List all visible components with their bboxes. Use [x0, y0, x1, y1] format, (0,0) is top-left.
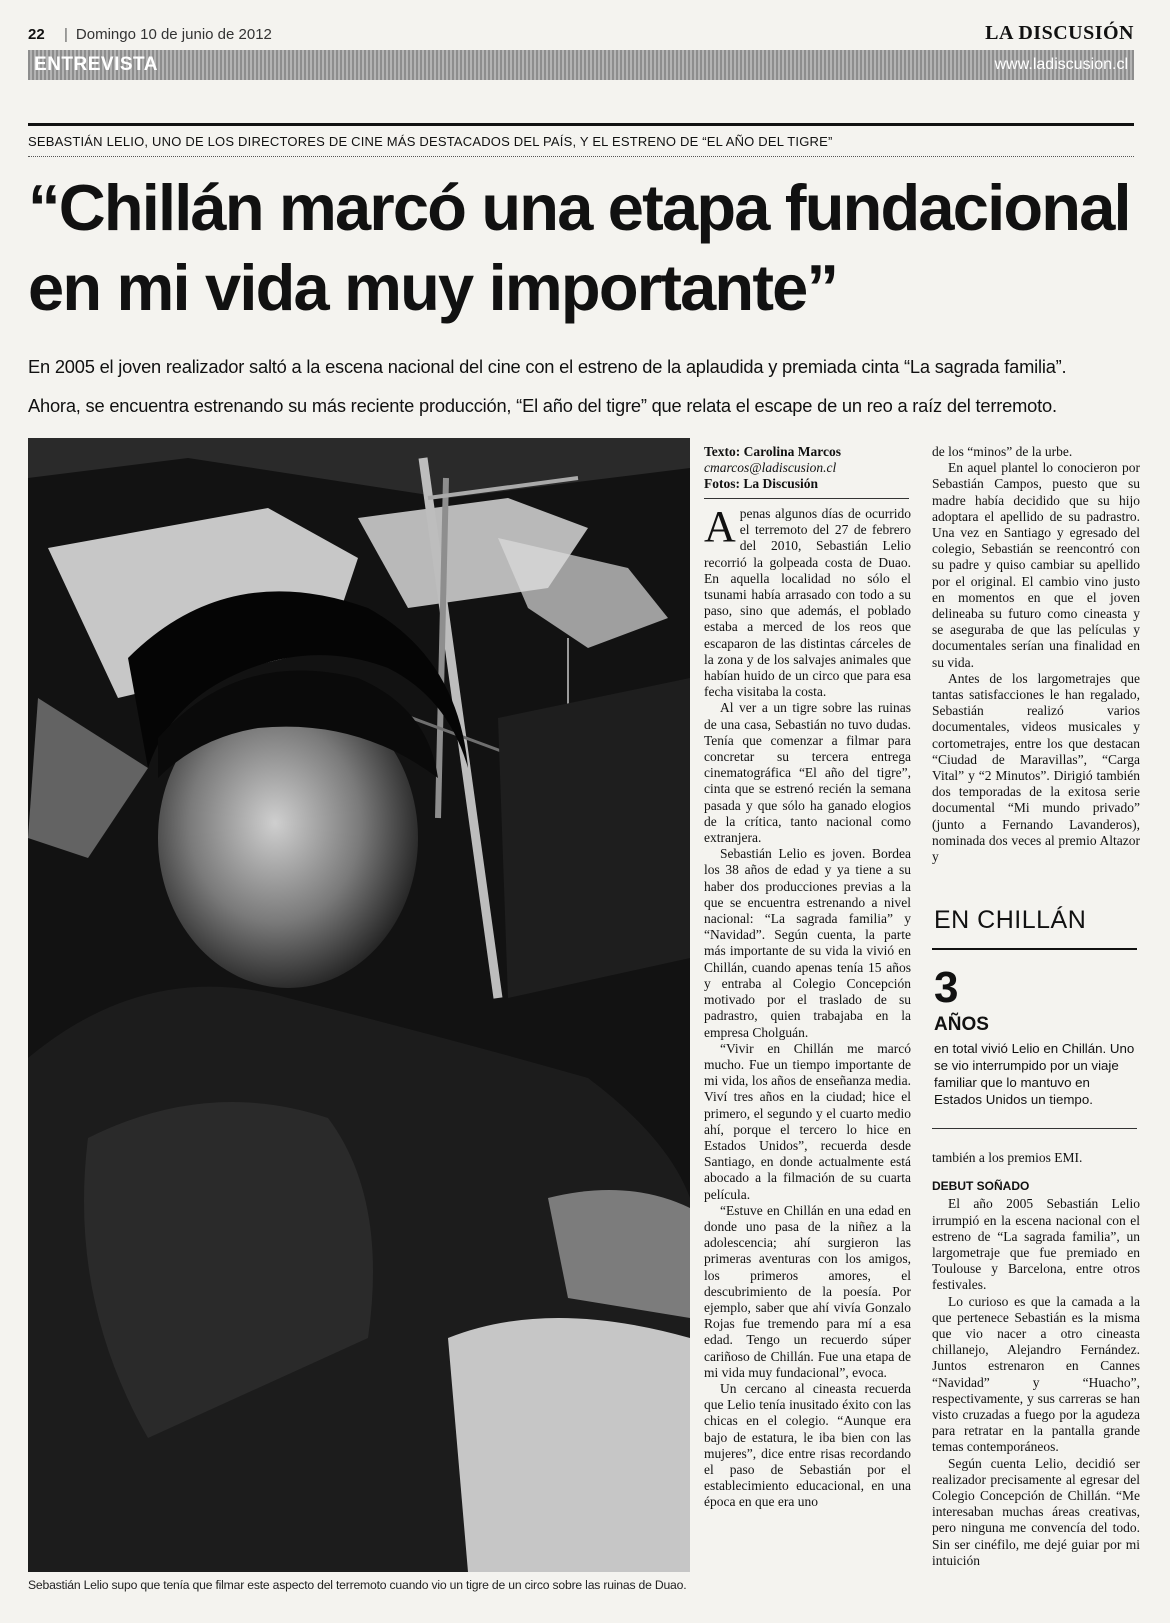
top-rule [28, 123, 1134, 126]
page-date [64, 26, 272, 43]
masthead: LA DISCUSIÓN [985, 22, 1134, 44]
kicker: SEBASTIÁN LELIO, UNO DE LOS DIRECTORES DE CINE MÁS DESTACADOS DEL PAÍS, Y EL ESTRENO DE “EL AÑO DEL TIGRE” [28, 134, 833, 149]
headline-line-1: “Chillán marcó una etapa fundacional [28, 171, 1130, 244]
byline-author: Texto: Carolina Marcos [704, 444, 841, 459]
sidebar-title: EN CHILLÁN [934, 906, 1087, 934]
paragraph: también a los premios EMI. [932, 1150, 1083, 1165]
paragraph: Sebastián Lelio es joven. Bordea los 38 años de edad y ya tiene a su haber dos producciones previas a la que se encuentra estrenando a nivel nacional: “La sagrada familia” y “Navidad”. Según cuenta, la parte más importante de su vida la vivió en Chillán, cuando apenas tenía 15 años y entraba al Colegio Concepción motivado por el traslado de su padrastro, quien trabajaba en la empresa Cholguán. [704, 846, 911, 1040]
stat-number: 3 [934, 963, 959, 1012]
paragraph: de los “minos” de la urbe. [932, 444, 1073, 459]
paragraph: “Estuve en Chillán en una edad en donde uno pasa de la niñez a la adolescencia; ahí surgieron las primeras aventuras con los amigos, los primeros amores, el descubrimiento de la poesía. Por ejemplo, saber que ahí vivía Gonzalo Rojas fue tremendo para mí a esa edad. Tengo un recuerdo súper cariñoso de Chillán. Fue una etapa de mi vida muy fundacional”, evoca. [704, 1202, 911, 1380]
dotted-rule [28, 156, 1134, 157]
header-separator: | [64, 26, 68, 43]
article-column-2-top [932, 444, 1140, 894]
paragraph [704, 506, 911, 700]
photo-illustration [28, 438, 690, 1572]
sidebar-rule-bottom [932, 1128, 1137, 1129]
article-column-1 [704, 506, 911, 1608]
paragraph: Según cuenta Lelio, decidió ser realizador precisamente al egresar del Colegio Concepción de Chillán. “Me interesaban muchas áreas creativas, pero ninguna me convencía del todo. Sin ser cinéfilo, me dejé guiar por mi intuición [932, 1455, 1140, 1568]
headline-line-2: en mi vida muy importante” [28, 251, 838, 324]
paragraph: En aquel plantel lo conocieron por Sebastián Campos, puesto que su madre había decidido que su hijo adoptara el apellido de su padrastro. Una vez en Santiago y egresado del colegio, Sebastián se reencontró con su padre y quiso cambiar su apellido por el original. El cambio vino justo en momentos en que el joven delineaba su futuro como cineasta y se aseguraba de que las películas y documentales serían una finalidad en su vida. [932, 460, 1140, 670]
paragraph: Lo curioso es que la camada a la que pertenece Sebastián es la misma que vio nacer a otro cineasta chillanejo, Alejandro Fernández. Juntos estrenaron en Cannes “Navidad” y “Huacho”, respectivamente, y sus carreras se han visto cruzadas a fuego por la agudeza para retratar en la pantalla grande temas contemporáneos. [932, 1293, 1140, 1455]
photo-caption: Sebastián Lelio supo que tenía que filmar este aspecto del terremoto cuando vio un tigre de un circo sobre las ruinas de Duao. [28, 1578, 687, 1592]
section-label: ENTREVISTA [34, 54, 158, 75]
paragraph: El año 2005 Sebastián Lelio irrumpió en la escena nacional con el estreno de “La sagrada familia”, un largometraje que fue premiado en Toulouse y Barcelona, entre otros festivales. [932, 1196, 1140, 1293]
byline-rule [704, 498, 909, 499]
page-number: 22 [28, 26, 45, 43]
paragraph: Un cercano al cineasta recuerda que Lelio tenía inusitado éxito con las chicas en el colegio. “Aunque era bajo de estatura, le iba bien con las mujeres”, dice entre risas recordando el paso de Sebastián por el establecimiento educacional, en una época en que era uno [704, 1380, 911, 1510]
paragraph: Antes de los largometrajes que tantas satisfacciones le han regalado, Sebastián realizó varios documentales, videos musicales y cortometrajes, entre los que destacan “Ciudad de Maravillas”, “Carga Vital” y “2 Minutos”. Dirigió también dos temporadas de la exitosa serie documental “Mi mundo privado” (junto a Fernando Lavanderos), nominada dos veces al premio Altazor y [932, 670, 1140, 865]
sidebar-rule-top [932, 948, 1137, 950]
website-url: www.ladiscusion.cl [994, 56, 1128, 73]
date-text: Domingo 10 de junio de 2012 [75, 26, 272, 43]
byline [704, 444, 914, 492]
paragraph: “Vivir en Chillán me marcó mucho. Fue un tiempo importante de mi vida, los años de enseñanza media. Viví tres años en la ciudad; hice el primero, el segundo y el cuarto medio ahí, porque el tercero lo hice en Estados Unidos”, recuerda desde Santiago, en donde actualmente está abocado a la filmación de su cuarta película. [704, 1040, 911, 1202]
page-header [28, 22, 1134, 48]
section-bar [28, 50, 1134, 80]
stat-description: en total vivió Lelio en Chillán. Uno se vio interrumpido por un viaje familiar que lo mantuvo en Estados Unidos un tiempo. [934, 1041, 1135, 1107]
byline-email: cmarcos@ladiscusion.cl [704, 460, 837, 475]
paragraph: Al ver a un tigre sobre las ruinas de una casa, Sebastián no tuvo dudas. Tenía que comenzar a filmar para concretar su tercera entrega cinematográfica “El año del tigre”, cinta que se estrenó recién la semana pasada y que sólo ha ganado elogios de la crítica, tanto nacional como extranjera. [704, 700, 911, 846]
article-column-2-bottom [932, 1150, 1140, 1608]
byline-photos: Fotos: La Discusión [704, 476, 819, 491]
drop-cap: A [704, 506, 736, 551]
paragraph-text: penas algunos días de ocurrido el terremoto del 27 de febrero del 2010, Sebastián Lelio recorrió la golpeada costa de Duao. En aquella localidad no sólo el tsunami había arrasado con todo a su paso, sino que además, el poblado estaba a merced de los reos que escaparon de las distintas cárceles de la zona y de los salvajes animales que habían huido de un circo que para esa fecha visitaba la costa. [704, 506, 911, 700]
deck-line-1: En 2005 el joven realizador saltó a la escena nacional del cine con el estreno de la aplaudida y premiada cinta “La sagrada familia”. [28, 356, 1067, 377]
deck-line-2: Ahora, se encuentra estrenando su más reciente producción, “El año del tigre” que relata el escape de un reo a raíz del terremoto. [28, 395, 1057, 416]
headline [28, 168, 1138, 328]
subhead: DEBUT SOÑADO [932, 1179, 1030, 1194]
portrait-photo [28, 438, 690, 1572]
stat-unit: AÑOS [934, 1014, 989, 1035]
